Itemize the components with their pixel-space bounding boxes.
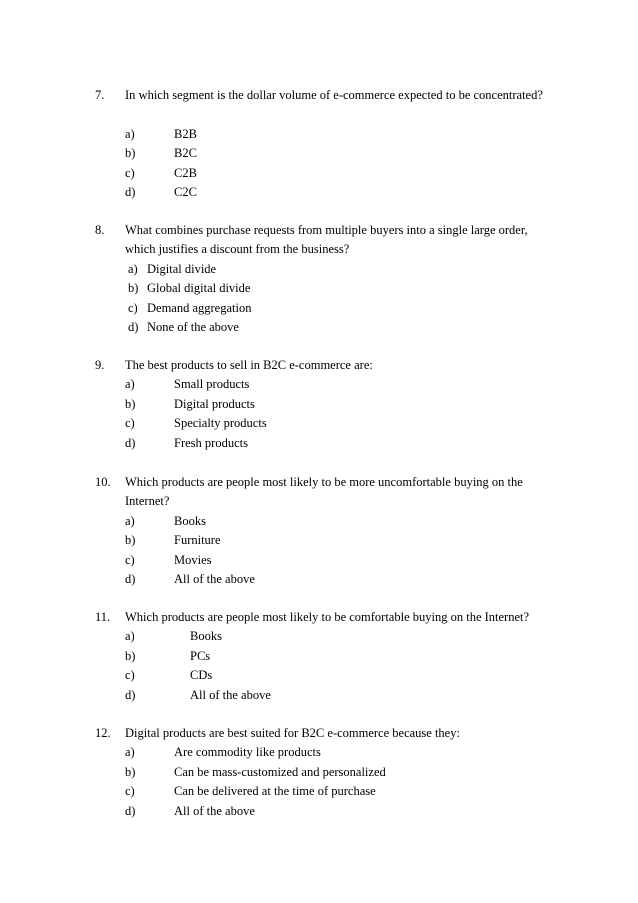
option-letter: d) — [125, 435, 136, 450]
option-text: Fresh products — [174, 435, 248, 450]
option-text: C2C — [174, 184, 197, 199]
option-c — [0, 551, 638, 570]
option-text: All of the above — [174, 571, 255, 586]
option-letter: b) — [125, 764, 136, 779]
question-text: Which products are people most likely to be more uncomfortable buying on the Internet? — [125, 475, 523, 509]
option-a — [0, 260, 638, 279]
question-text: What combines purchase requests from multiple buyers into a single large order, which justifies a discount from the business? — [125, 223, 528, 257]
question-number: 8. — [95, 223, 105, 237]
option-d — [0, 318, 638, 337]
option-list — [0, 512, 638, 590]
option-list — [0, 375, 638, 453]
option-c — [0, 299, 638, 318]
option-text: Small products — [174, 377, 250, 392]
option-d — [0, 802, 638, 821]
option-text: C2B — [174, 165, 197, 180]
option-list — [0, 743, 638, 821]
option-text: All of the above — [190, 687, 271, 702]
option-letter: c) — [128, 300, 138, 315]
option-letter: a) — [125, 513, 135, 528]
option-letter: d) — [128, 319, 139, 334]
option-text: PCs — [190, 648, 211, 663]
question-number: 12. — [95, 726, 111, 740]
option-b — [0, 144, 638, 163]
option-text: Specialty products — [174, 416, 267, 431]
option-d — [0, 570, 638, 589]
option-c — [0, 666, 638, 685]
option-letter: c) — [125, 552, 135, 567]
option-letter: d) — [125, 687, 136, 702]
option-text: Digital divide — [147, 261, 217, 276]
question-number: 7. — [95, 88, 105, 102]
option-letter: c) — [125, 416, 135, 431]
question-text: Digital products are best suited for B2C e-commerce because they: — [125, 726, 460, 740]
option-text: None of the above — [147, 319, 239, 334]
option-letter: a) — [125, 377, 135, 392]
option-text: B2B — [174, 126, 197, 141]
option-list — [0, 627, 638, 705]
option-letter: c) — [125, 165, 135, 180]
question-text: In which segment is the dollar volume of e-commerce expected to be concentrated? — [125, 88, 543, 102]
question-text: The best products to sell in B2C e-commerce are: — [125, 358, 373, 372]
option-b — [0, 279, 638, 298]
option-a — [0, 375, 638, 394]
option-a — [0, 125, 638, 144]
option-letter: a) — [128, 261, 138, 276]
option-b — [0, 647, 638, 666]
option-b — [0, 395, 638, 414]
option-letter: b) — [125, 146, 136, 161]
option-a — [0, 512, 638, 531]
question-text: Which products are people most likely to be comfortable buying on the Internet? — [125, 610, 530, 624]
option-text: Furniture — [174, 533, 221, 548]
option-b — [0, 531, 638, 550]
option-text: CDs — [190, 668, 213, 683]
option-letter: b) — [125, 396, 136, 411]
option-letter: b) — [125, 648, 136, 663]
question-number: 10. — [95, 475, 111, 489]
option-letter: d) — [125, 571, 136, 586]
option-a — [0, 743, 638, 762]
option-d — [0, 183, 638, 202]
option-list — [0, 260, 638, 338]
option-text: Global digital divide — [147, 281, 251, 296]
option-letter: a) — [125, 745, 135, 760]
option-text: B2C — [174, 146, 197, 161]
option-d — [0, 686, 638, 705]
option-c — [0, 164, 638, 183]
option-a — [0, 627, 638, 646]
option-text: Can be mass-customized and personalized — [174, 764, 386, 779]
option-letter: b) — [125, 533, 136, 548]
option-c — [0, 782, 638, 801]
option-text: All of the above — [174, 803, 255, 818]
option-letter: a) — [125, 629, 135, 644]
question-number: 9. — [95, 358, 105, 372]
option-d — [0, 434, 638, 453]
option-list — [0, 125, 638, 203]
option-letter: b) — [128, 281, 139, 296]
option-text: Demand aggregation — [147, 300, 252, 315]
option-text: Movies — [174, 552, 212, 567]
question-number: 11. — [95, 610, 111, 624]
option-text: Books — [174, 513, 206, 528]
option-c — [0, 414, 638, 433]
option-letter: d) — [125, 184, 136, 199]
option-text: Are commodity like products — [174, 745, 321, 760]
option-letter: a) — [125, 126, 135, 141]
option-text: Digital products — [174, 396, 255, 411]
option-b — [0, 763, 638, 782]
option-letter: d) — [125, 803, 136, 818]
option-letter: c) — [125, 784, 135, 799]
option-text: Books — [190, 629, 222, 644]
option-letter: c) — [125, 668, 135, 683]
option-text: Can be delivered at the time of purchase — [174, 784, 376, 799]
